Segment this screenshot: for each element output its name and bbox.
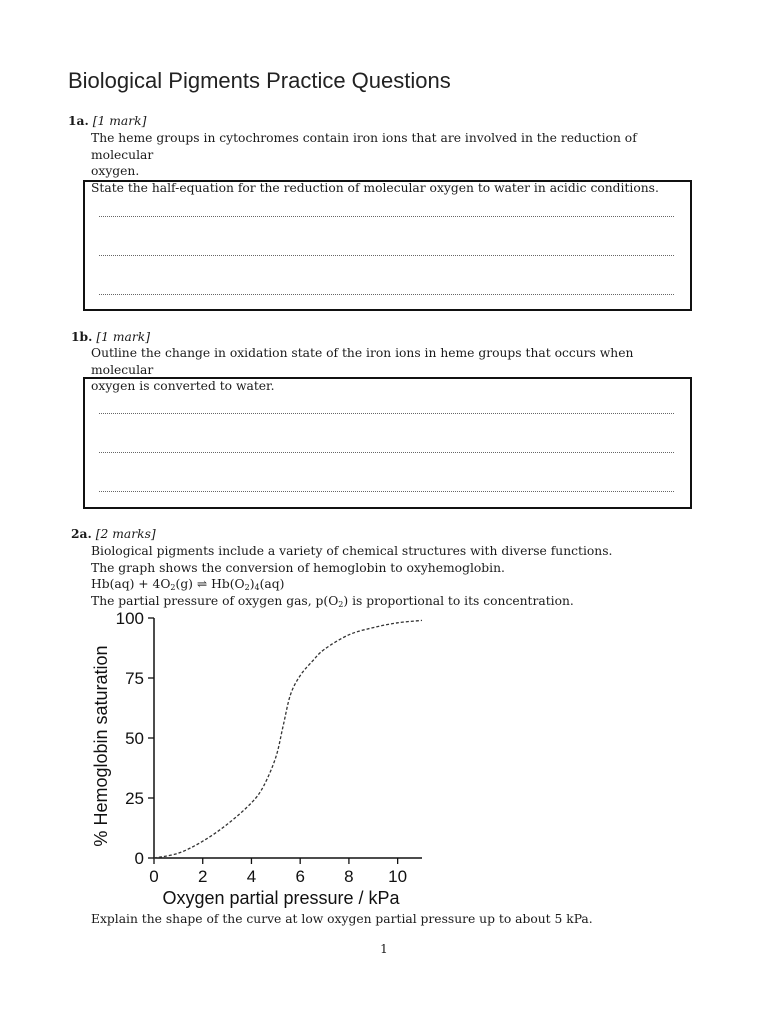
question-2a-text (91, 543, 691, 609)
saturation-curve (154, 620, 422, 858)
answer-box-1a[interactable] (83, 180, 692, 311)
y-tick-label: 75 (125, 669, 144, 688)
marks-label: [1 mark] (96, 330, 151, 344)
page-title: Biological Pigments Practice Questions (68, 68, 451, 93)
answer-line (99, 255, 674, 256)
marks-label: [1 mark] (92, 114, 147, 128)
x-tick-label: 4 (246, 867, 257, 886)
question-number: 1a. (68, 113, 89, 128)
x-tick-label: 8 (344, 867, 354, 886)
y-tick-label: 50 (125, 729, 144, 748)
x-tick-label: 6 (295, 867, 305, 886)
answer-line (99, 491, 674, 492)
y-tick-label: 0 (134, 849, 144, 868)
answer-line (99, 216, 674, 217)
y-tick-label: 25 (125, 789, 144, 808)
question-line: Outline the change in oxidation state of the iron ions in heme groups that occurs when molecular (91, 346, 634, 377)
question-1b-header (71, 329, 150, 346)
answer-box-1b[interactable] (83, 377, 692, 509)
y-tick-label: 100 (115, 609, 144, 628)
question-line: oxygen is converted to water. (91, 379, 275, 394)
question-line: The partial pressure of oxygen gas, $p(O_2)$ is proportional to its concentration. (91, 593, 574, 609)
chemical-equation: $Hb(aq) + 4O_2(g)$ ⇌ $Hb(O_2)_4(aq)$ (91, 577, 285, 593)
hemoglobin-saturation-chart (78, 605, 438, 910)
x-tick-label: 2 (197, 867, 208, 886)
question-line: Biological pigments include a variety of chemical structures with diverse functions. (91, 544, 613, 558)
page-number: 1 (380, 942, 388, 956)
answer-line (99, 413, 674, 414)
question-line: The graph shows the conversion of hemoglobin to oxyhemoglobin. (91, 560, 505, 575)
question-line: The heme groups in cytochromes contain iron ions that are involved in the reduction of molecular (91, 131, 637, 162)
x-tick-label: 0 (149, 867, 159, 886)
question-line: oxygen. (91, 164, 140, 179)
question-2a-header (71, 526, 156, 543)
x-axis-label: Oxygen partial pressure / kPa (162, 888, 400, 908)
question-1a-header (68, 113, 146, 130)
question-line: State the half-equation for the reduction of molecular oxygen to water in acidic conditions. (91, 180, 659, 195)
question-number: 1b. (71, 329, 93, 344)
marks-label: [2 marks] (95, 527, 156, 541)
answer-line (99, 452, 674, 453)
equilibrium-arrow-icon: ⇌ (196, 577, 208, 592)
x-tick-label: 10 (388, 867, 408, 886)
y-axis-label: % Hemoglobin saturation (91, 645, 111, 847)
question-2a-prompt: Explain the shape of the curve at low oxygen partial pressure up to about 5 kPa. (91, 912, 593, 926)
answer-line (99, 294, 674, 295)
question-number: 2a. (71, 526, 92, 541)
